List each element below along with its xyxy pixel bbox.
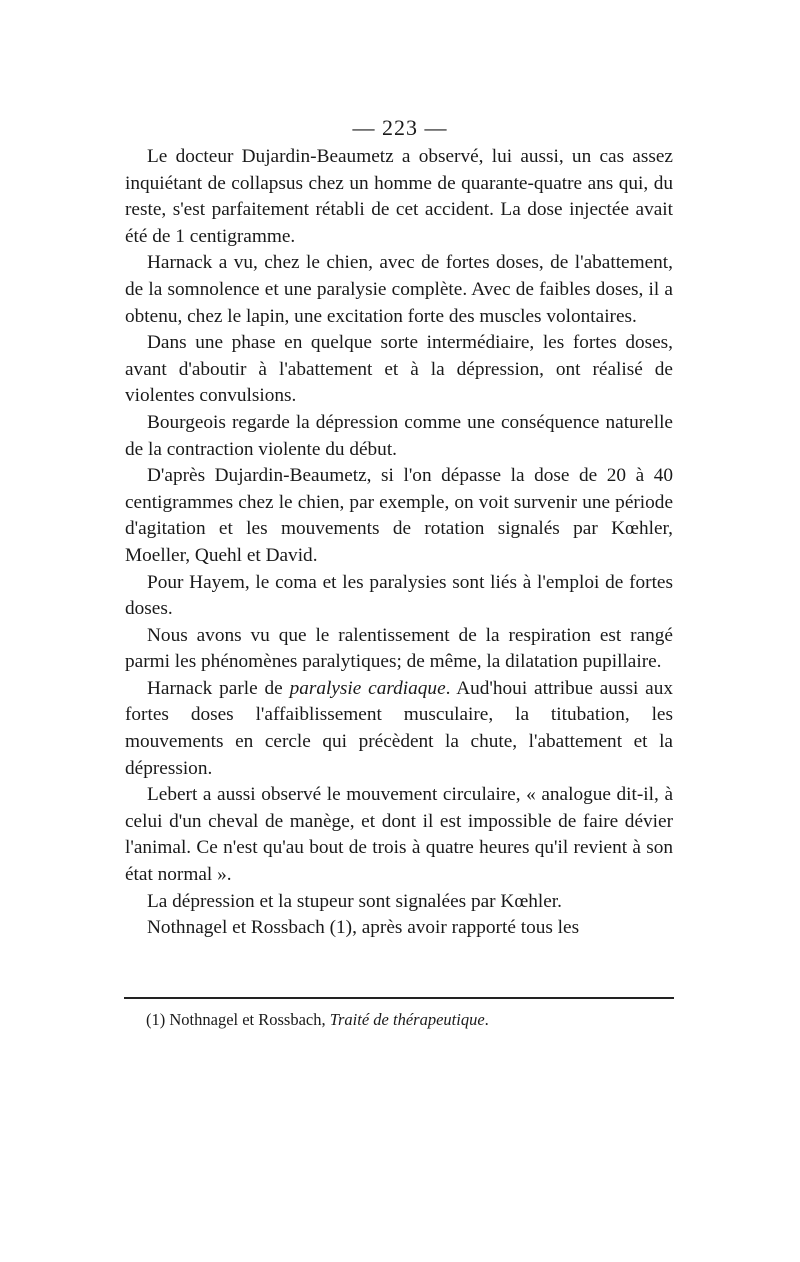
paragraph: Harnack a vu, chez le chien, avec de fortes doses, de l'abattement, de la somnolence et une paralysie complète. Avec de faibles doses, il a obtenu, chez le lapin, une excitation forte des muscles volontaires. bbox=[125, 252, 673, 327]
page-number: — 223 — bbox=[352, 115, 448, 140]
paragraph: Pour Hayem, le coma et les paralysies sont liés à l'emploi de fortes doses. bbox=[125, 571, 673, 620]
paragraph: Dans une phase en quelque sorte intermédiaire, les fortes doses, avant d'aboutir à l'abattement et à la dépression, ont réalisé de violentes convulsions. bbox=[125, 332, 673, 407]
footnote-italic-title: Traité de thérapeutique bbox=[329, 1010, 485, 1029]
paragraph bbox=[125, 676, 673, 782]
paragraph-text-before: Harnack parle de bbox=[147, 677, 290, 699]
paragraph: La dépression et la stupeur sont signalées par Kœhler. bbox=[147, 890, 562, 912]
paragraph: Nous avons vu que le ralentissement de la respiration est rangé parmi les phénomènes paralytiques; de même, la dilatation pupillaire. bbox=[125, 624, 673, 673]
italic-term: paralysie cardiaque bbox=[289, 677, 446, 699]
footnote bbox=[146, 1009, 666, 1031]
paragraph: D'après Dujardin-Beaumetz, si l'on dépasse la dose de 20 à 40 centigrammes chez le chien, par exemple, on voit survenir une période d'agitation et les mouvements de rotation signalés par Kœhler, Moeller, Quehl et David. bbox=[125, 465, 673, 566]
paragraph: Lebert a aussi observé le mouvement circulaire, « analogue dit-il, à celui d'un cheval de manège, et dont il est impossible de faire dévier l'animal. Ce n'est qu'au bout de trois à quatre heures qu'il revient à son état normal ». bbox=[125, 784, 673, 886]
body-text bbox=[125, 144, 673, 942]
footnote-text-before: (1) Nothnagel et Rossbach, bbox=[146, 1010, 330, 1029]
paragraph: Nothnagel et Rossbach (1), après avoir rapporté tous les bbox=[147, 917, 580, 939]
paragraph: Bourgeois regarde la dépression comme une conséquence naturelle de la contraction violente du début. bbox=[125, 411, 673, 460]
footnote-divider bbox=[124, 997, 674, 999]
paragraph: Le docteur Dujardin-Beaumetz a observé, lui aussi, un cas assez inquiétant de collapsus chez un homme de quarante-quatre ans qui, du reste, s'est parfaitement rétabli de cet accident. La dose injectée avait été de 1 centigramme. bbox=[125, 146, 673, 247]
footnote-text-after: . bbox=[484, 1010, 489, 1029]
paragraph-text-after: . Aud'houi attribue aussi aux fortes doses l'affaiblissement musculaire, la titubation, les mouvements en cercle qui précèdent la chute, l'abattement et la dépression. bbox=[125, 677, 673, 779]
